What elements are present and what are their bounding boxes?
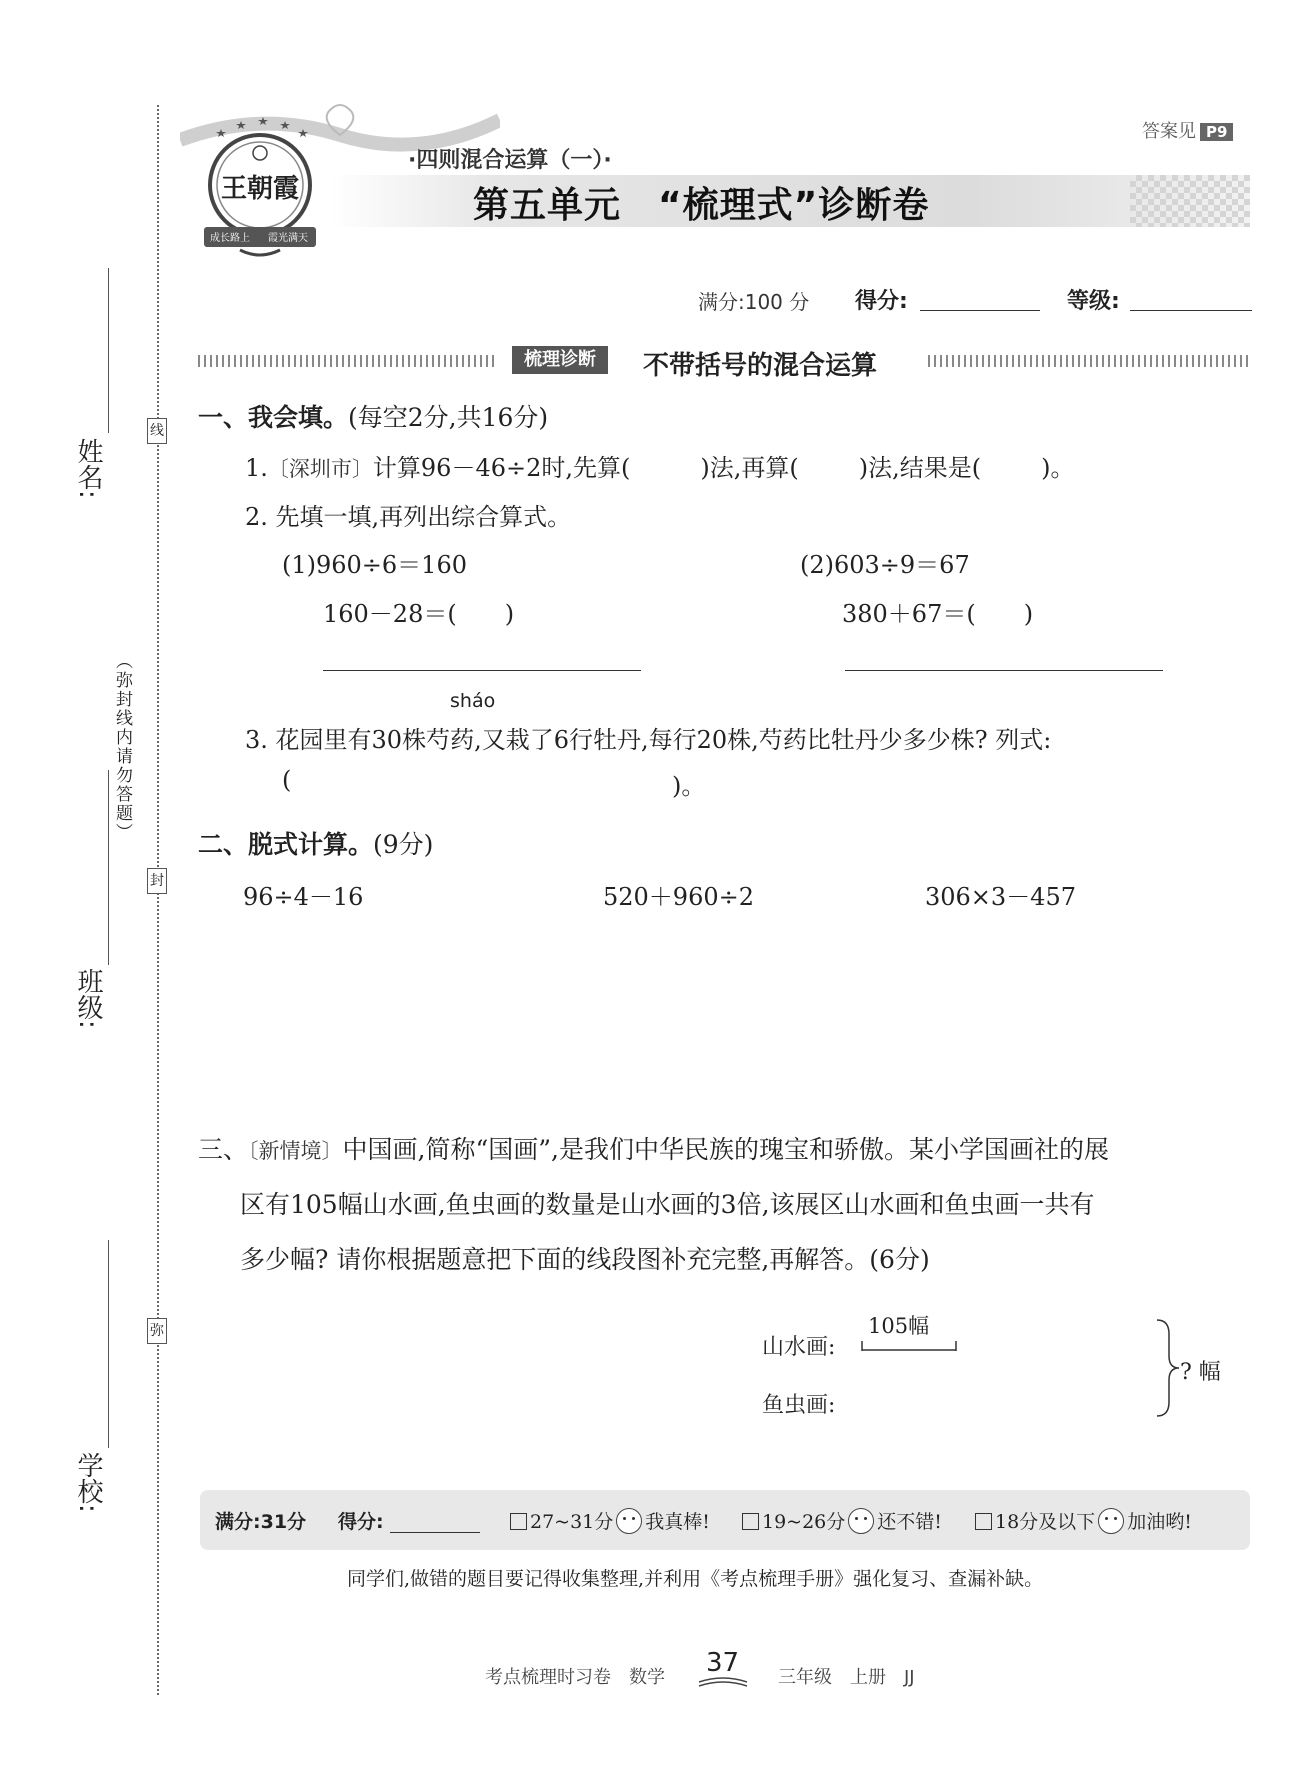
- q1-heading: 一、我会填。(每空2分,共16分): [198, 403, 549, 432]
- q3-tag: 〔新情境〕: [248, 1139, 343, 1163]
- school-field[interactable]: [108, 1240, 109, 1448]
- seal-mark-seal: 封: [147, 868, 167, 894]
- pinyin-shao: sháo: [450, 690, 496, 712]
- q1-item2: 2. 先填一填,再列出综合算式。: [245, 503, 572, 531]
- total-brace: [1153, 1318, 1183, 1418]
- header-checker-pattern: [1130, 175, 1250, 227]
- score-field[interactable]: [920, 288, 1040, 311]
- name-field[interactable]: [108, 268, 109, 433]
- grade-field[interactable]: [1130, 288, 1252, 311]
- banner-rule-left: [198, 355, 498, 367]
- diagram-label-b: 鱼虫画:: [762, 1393, 836, 1418]
- seal-mark-mi: 弥: [147, 1318, 167, 1344]
- section-tag: 梳理诊断: [512, 346, 608, 374]
- tier-3: 18分及以下 加油哟!: [975, 1507, 1192, 1534]
- segment-shanshui: [860, 1336, 960, 1356]
- banner-rule-right: [928, 355, 1250, 367]
- name-label: 姓名:: [73, 438, 103, 499]
- q2-expr-2: 520＋960÷2: [603, 883, 754, 911]
- reminder-text: 同学们,做错的题目要记得收集整理,并利用《考点梳理手册》强化复习、查漏补缺。: [347, 1568, 1044, 1590]
- q1-item3-paren-close: )。: [672, 772, 706, 800]
- q1-item1: 1.〔深圳市〕计算96－46÷2时,先算( )法,再算( )法,结果是( )。: [245, 454, 1075, 482]
- grade-label: 等级:: [1067, 289, 1120, 314]
- region-tag: 〔深圳市〕: [267, 457, 373, 481]
- header-subtitle: ·四则混合运算（一）·: [408, 148, 612, 173]
- diagram-value-a: 105幅: [868, 1314, 930, 1338]
- score-label: 得分:: [855, 289, 908, 314]
- class-label: 班级:: [73, 968, 103, 1029]
- cheer-face-icon: [1098, 1508, 1124, 1534]
- page-number: 37: [706, 1648, 740, 1678]
- brand-logo: [200, 115, 320, 260]
- school-label: 学校:: [73, 1452, 103, 1513]
- seal-notice: （弥封线内请勿答题）: [112, 652, 132, 842]
- full-score: 满分:100 分: [698, 290, 810, 314]
- q1-item3-paren-open: (: [282, 766, 292, 794]
- tier-2: 19~26分 还不错!: [742, 1507, 942, 1534]
- footer-right: 三年级 上册 JJ: [778, 1667, 915, 1688]
- smile-face-icon: [848, 1508, 874, 1534]
- q1-item3: 3. 花园里有30株芍药,又栽了6行牡丹,每行20株,芍药比牡丹少多少株? 列式:: [245, 726, 1052, 754]
- q1-item2-left-1: (1)960÷6＝160: [282, 551, 467, 579]
- segment-yuchong-area[interactable]: [850, 1382, 1150, 1412]
- q1-item2-right-1: (2)603÷9＝67: [800, 551, 970, 579]
- tier-3-checkbox[interactable]: [975, 1513, 992, 1530]
- logo-slogan-left: 成长路上: [210, 233, 250, 244]
- q3-line-2: 区有105幅山水画,鱼虫画的数量是山水画的3倍,该展区山水画和鱼虫画一共有: [240, 1190, 1095, 1219]
- logo-slogan-right: 霞光满天: [268, 233, 308, 244]
- logo-name: 王朝霞: [220, 174, 300, 204]
- q1-item2-left-2: 160－28＝( ): [323, 600, 515, 628]
- diagram-label-a: 山水画:: [762, 1335, 836, 1360]
- bar-full-score: 满分:31分: [215, 1511, 307, 1533]
- q2-expr-3: 306×3－457: [925, 883, 1076, 911]
- tier-1: 27~31分 我真棒!: [510, 1507, 710, 1534]
- answer-page-badge: P9: [1200, 123, 1233, 141]
- bar-score-field[interactable]: [390, 1512, 480, 1533]
- diagram-total: ? 幅: [1180, 1360, 1221, 1385]
- happy-face-icon: [616, 1508, 642, 1534]
- q3-line-1: 三、〔新情境〕中国画,简称“国画”,是我们中华民族的瑰宝和骄傲。某小学国画社的展: [198, 1135, 1109, 1164]
- formula-line-left[interactable]: [323, 670, 641, 671]
- footer-left: 考点梳理时习卷 数学: [485, 1667, 665, 1688]
- seal-mark-line: 线: [147, 418, 167, 444]
- bar-score-label: 得分:: [338, 1511, 384, 1533]
- section-title: 不带括号的混合运算: [643, 351, 878, 381]
- q1-item3-answer[interactable]: [295, 766, 665, 796]
- tier-1-checkbox[interactable]: [510, 1513, 527, 1530]
- q3-line-3: 多少幅? 请你根据题意把下面的线段图补充完整,再解答。(6分): [240, 1245, 930, 1274]
- formula-line-right[interactable]: [845, 670, 1163, 671]
- binding-dotted-line: [157, 105, 159, 1695]
- q2-heading: 二、脱式计算。(9分): [198, 830, 434, 859]
- class-field[interactable]: [108, 770, 109, 965]
- q2-expr-1: 96÷4－16: [243, 883, 364, 911]
- q1-item2-right-2: 380＋67＝( ): [842, 600, 1034, 628]
- page-title: 第五单元 “梳理式”诊断卷: [473, 185, 930, 226]
- tier-2-checkbox[interactable]: [742, 1513, 759, 1530]
- answer-ref: 答案见 P9: [1142, 117, 1233, 143]
